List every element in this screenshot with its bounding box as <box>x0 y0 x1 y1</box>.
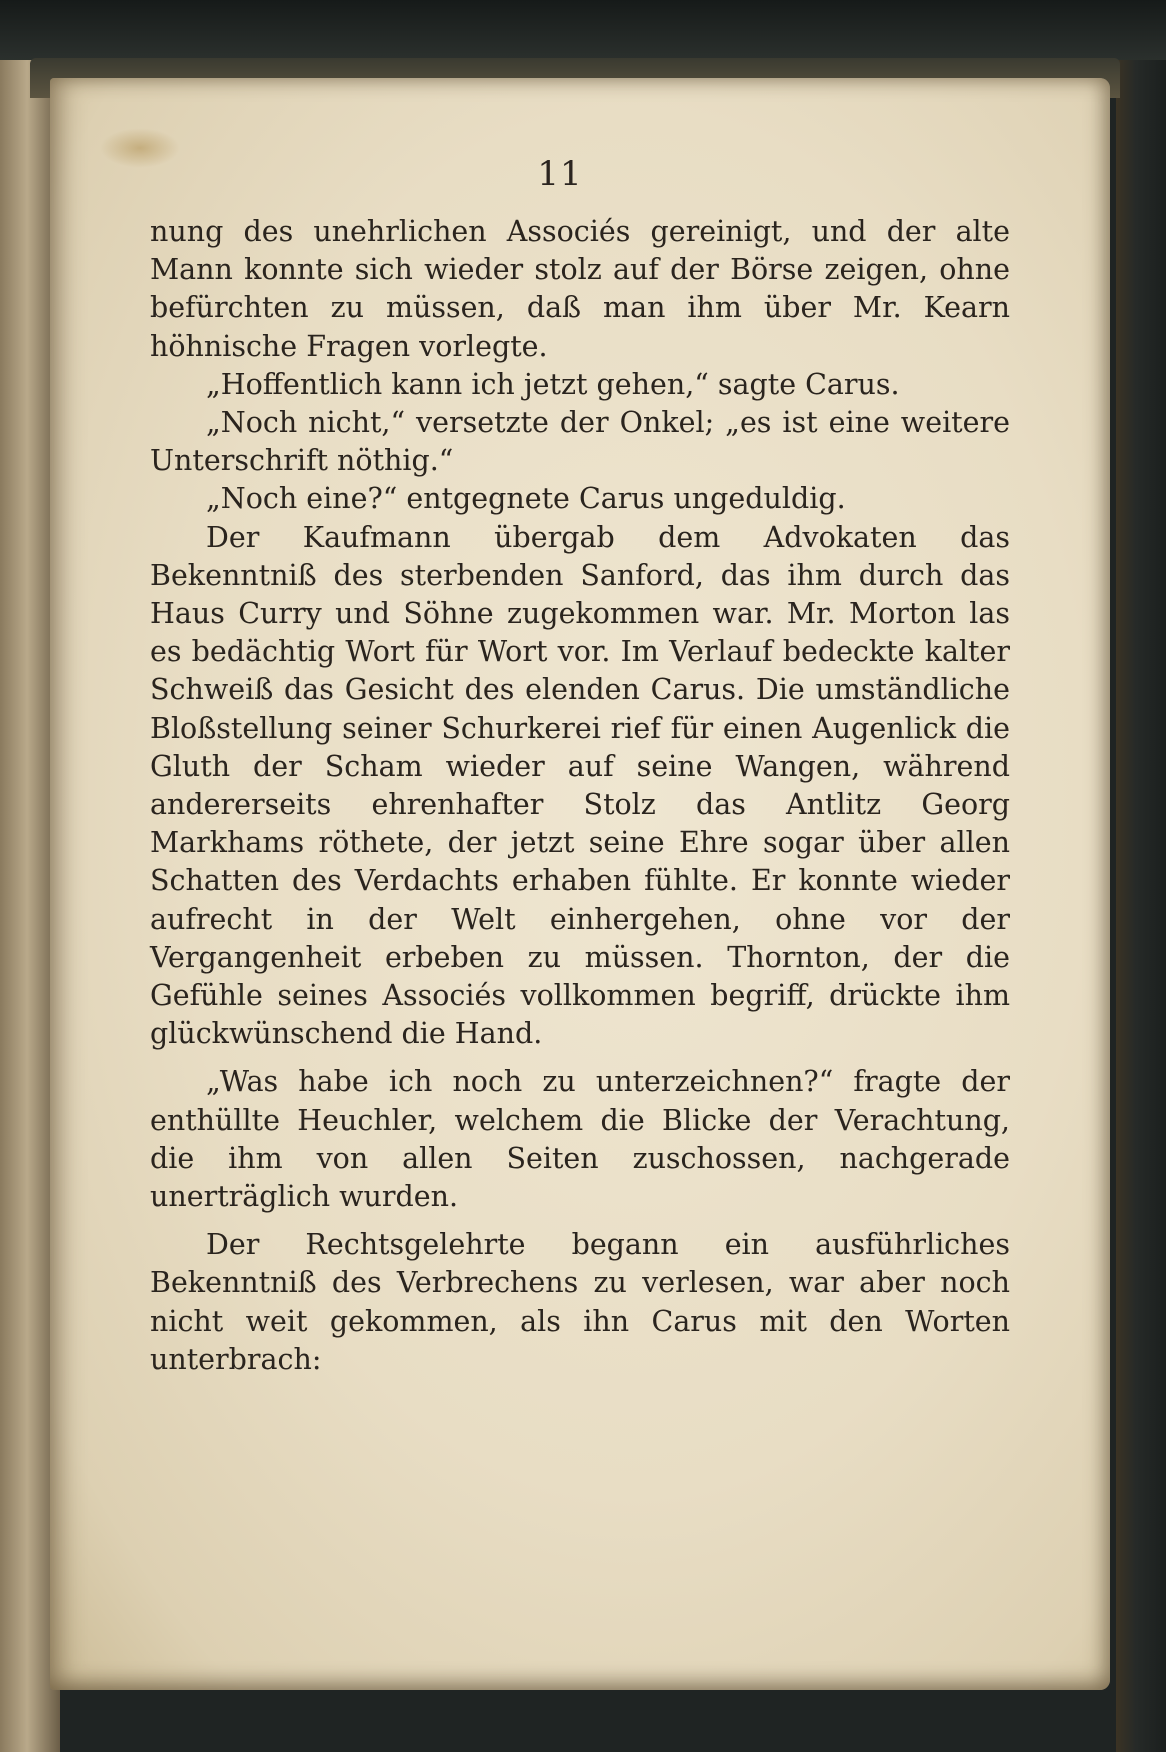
page-number: 11 <box>537 154 583 194</box>
paragraph: Der Rechtsgelehrte begann ein ausführliches Bekenntniß des Verbrechens zu verlesen, war aber noch nicht weit gekommen, als ihn Carus mit den Worten unterbrach: <box>150 1228 1010 1376</box>
paragraph: Der Kaufmann übergab dem Advokaten das Bekenntniß des sterbenden Sanford, das ihm durch das Haus Curry und Söhne zugekommen war. Mr. Morton las es bedächtig Wort für Wort vor. Im Verlauf bedeckte kalter Schweiß das Gesicht des elenden Carus. Die umständliche Bloßstellung seiner Schurkerei rief für einen Augenlick die Gluth der Scham wieder auf seine Wangen, während andererseits ehrenhafter Stolz das Antlitz Georg Markhams röthete, der jetzt seine Ehre sogar über allen Schatten des Verdachts erhaben fühlte. Er konnte wieder aufrecht in der Welt einhergehen, ohne vor der Vergangenheit erbeben zu müssen. Thornton, der die Gefühle seines Associés vollkommen begriff, drückte ihm glückwünschend die Hand. <box>150 520 1010 1051</box>
paragraph: „Hoffentlich kann ich jetzt gehen,“ sagte Carus. <box>206 367 900 401</box>
page-body-text <box>150 213 1010 1379</box>
book-page <box>50 78 1110 1690</box>
paragraph: „Was habe ich noch zu unterzeichnen?“ fragte der enthüllte Heuchler, welchem die Blicke der Verachtung, die ihm von allen Seiten zuschossen, nachgerade unerträglich wurden. <box>150 1065 1010 1214</box>
paragraph: „Noch eine?“ entgegnete Carus ungeduldig. <box>206 482 846 516</box>
paragraph: nung des unehrlichen Associés gereinigt, und der alte Mann konnte sich wieder stolz auf der Börse zeigen, ohne befürchten zu müssen, daß man ihm über Mr. Kearn höhnische Fragen vorlegte. <box>150 215 1010 363</box>
book-cover-right <box>1116 60 1166 1752</box>
paragraph: „Noch nicht,“ versetzte der Onkel; „es ist eine weitere Unterschrift nöthig.“ <box>150 406 1010 478</box>
